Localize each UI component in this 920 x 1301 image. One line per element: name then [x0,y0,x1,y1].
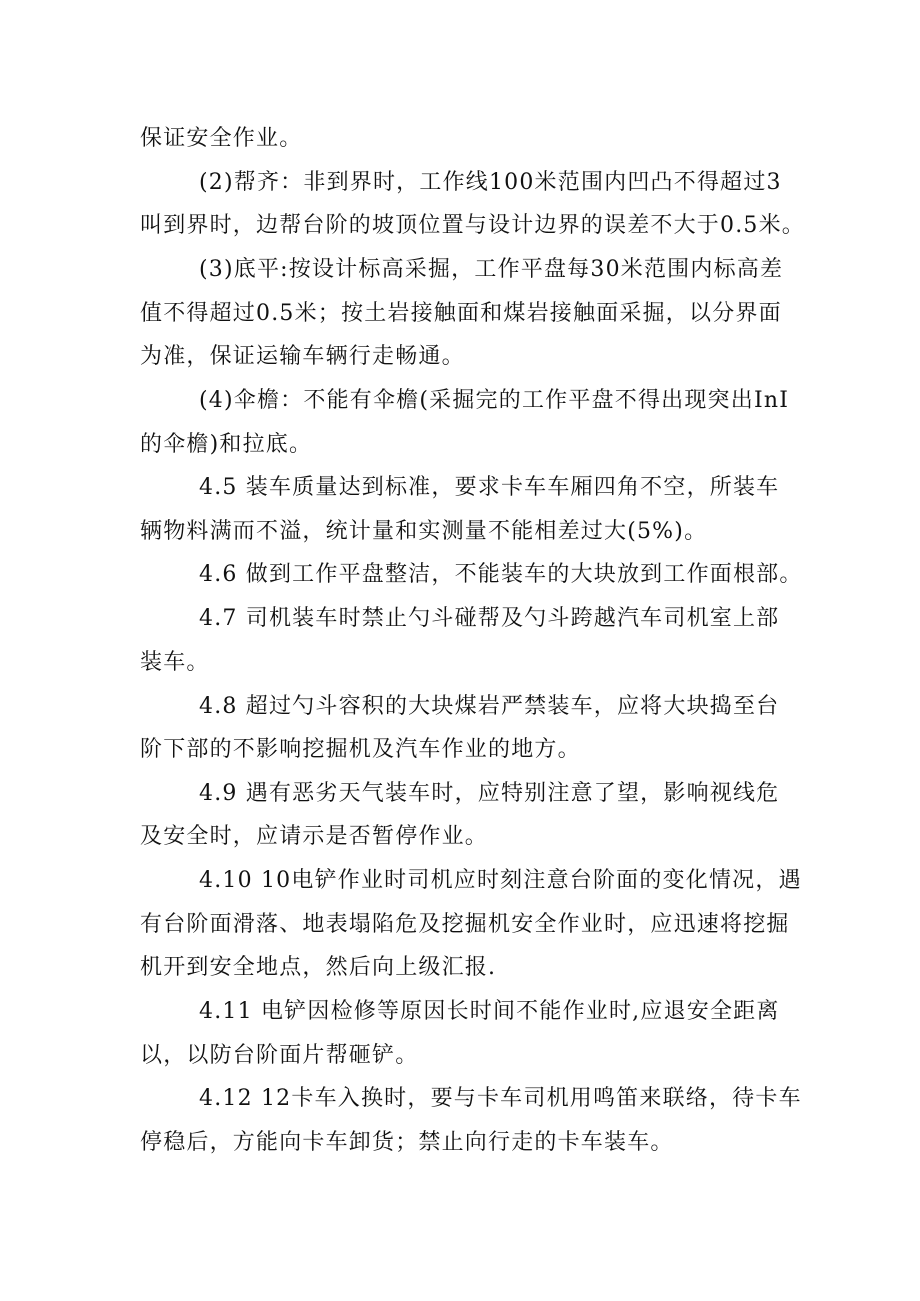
text-line-13: 装车。 [140,650,210,675]
text-line-21: 4.11 电铲因检修等原因长时间不能作业时,应退安全距离 [199,999,780,1024]
text-line-8: 的伞檐)和拉底。 [140,432,313,457]
text-line-12: 4.7 司机装车时禁止勺斗碰帮及勺斗跨越汽车司机室上部 [199,606,780,631]
text-line-10: 辆物料满而不溢，统计量和实测量不能相差过大(5%)。 [140,519,708,544]
text-line-20: 机开到安全地点，然后向上级汇报. [140,955,497,980]
text-line-7: (4)伞檐：不能有伞檐(采掘完的工作平盘不得出现突出InI [199,388,790,413]
text-line-5: 值不得超过0.5米；按土岩接触面和煤岩接触面采掘，以分界面 [140,301,782,326]
text-line-23: 4.12 12卡车入换时，要与卡车司机用鸣笛来联络，待卡车 [199,1086,802,1111]
text-line-11: 4.6 做到工作平盘整洁，不能装车的大块放到工作面根部。 [199,562,803,587]
text-line-18: 4.10 10电铲作业时司机应时刻注意台阶面的变化情况，遇 [199,868,802,893]
text-line-4: (3)底平:按设计标高采掘，工作平盘每30米范围内标高差 [199,257,784,282]
text-line-15: 阶下部的不影响挖掘机及汽车作业的地方。 [140,737,581,762]
text-line-17: 及安全时，应请示是否暂停作业。 [140,824,489,849]
text-line-3: 叫到界时，边帮台阶的坡顶位置与设计边界的误差不大于0.5米。 [140,213,805,238]
text-line-1: 保证安全作业。 [140,126,303,151]
text-line-6: 为准，保证运输车辆行走畅通。 [140,344,465,369]
text-line-9: 4.5 装车质量达到标准，要求卡车车厢四角不空，所装车 [199,475,780,500]
text-line-19: 有台阶面滑落、地表塌陷危及挖掘机安全作业时，应迅速将挖掘 [140,912,790,937]
text-line-22: 以，以防台阶面片帮砸铲。 [140,1043,419,1068]
text-line-16: 4.9 遇有恶劣天气装车时，应特别注意了望，影响视线危 [199,781,780,806]
text-line-2: (2)帮齐：非到界时，工作线100米范围内凹凸不得超过3 [199,170,782,195]
text-line-14: 4.8 超过勺斗容积的大块煤岩严禁装车，应将大块捣至台 [199,694,780,719]
text-line-24: 停稳后，方能向卡车卸货；禁止向行走的卡车装车。 [140,1130,674,1155]
